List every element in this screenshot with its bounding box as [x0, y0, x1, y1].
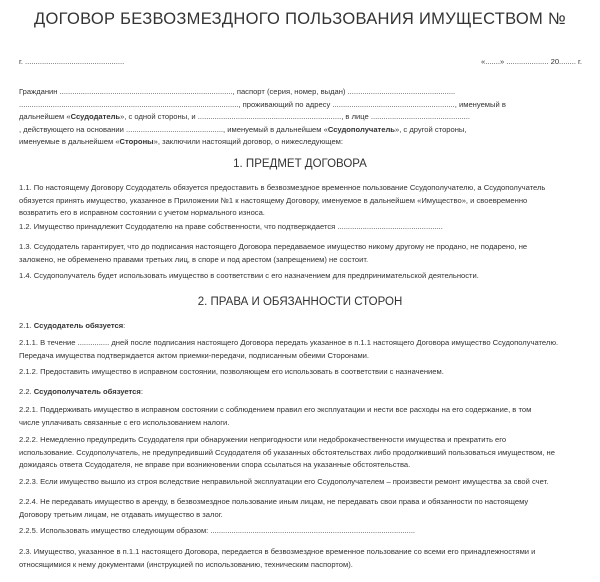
borrower-obligations-title: Ссудополучатель обязуется	[33, 387, 141, 396]
borrower-term: Ссудополучатель	[327, 124, 395, 134]
section-1-heading: 1. ПРЕДМЕТ ДОГОВОРА	[233, 158, 367, 170]
clause-1-2: 1.2. Имущество принадлежит Ссудодателю на праве собственности, что подтверждается ..................................................	[19, 222, 443, 231]
preamble-line: , действующего на основании .............................................., именуемый в дальнейшем «Ссудополучатель», с другой стороны,	[19, 124, 467, 134]
preamble	[19, 86, 582, 149]
section-2-heading: 2. ПРАВА И ОБЯЗАННОСТИ СТОРОН	[197, 296, 403, 308]
clause-2-3: 2.3. Имущество, указанное в п.1.1 настоящего Договора, передается в безвозмездное временное пользование со всеми его принадлежностями и относящимися к нему документами (инструкцией по использованию, техническим паспортом).	[19, 547, 536, 569]
preamble-line: именуемые в дальнейшем «Стороны», заключили настоящий договор, о нижеследующем:	[19, 137, 344, 147]
clause-2-1: 2.1. Ссудодатель обязуется:	[19, 321, 126, 330]
clause-1-4: 1.4. Ссудополучатель будет использовать имущество в соответствии с его назначением для предпринимательской деятельности.	[19, 271, 479, 280]
parties-term: Стороны	[119, 137, 154, 147]
city-field: г. ...............................................	[19, 57, 125, 66]
clause-2-2-2: 2.2.2. Немедленно предупредить Ссудодателя при обнаружении непригодности или недоброкачественности имущества и прекратить его использование. Ссудополучатель, не предупредивший Ссудодателя об указанных обстоятельствах либо продолживший пользоваться имуществом, не дожидаясь ответа Ссудодателя, не вправе при возникновении спора ссылаться на указанные обстоятельства.	[19, 435, 555, 470]
clause-2-1-2: 2.1.2. Предоставить имущество в исправном состоянии, позволяющем его использовать в соответствии с назначением.	[19, 367, 444, 376]
clause-2-2-3: 2.2.3. Если имущество вышло из строя вследствие неправильной эксплуатации его Ссудополучателем – произвести ремонт имущества за свой счет.	[19, 477, 549, 486]
clause-1-3: 1.3. Ссудодатель гарантирует, что до подписания настоящего Договора передаваемое имущество никому другому не продано, не подарено, не заложено, не обременено правами третьих лиц, в споре и под арестом (запрещением) не состоит.	[19, 242, 528, 264]
clause-2-2-4: 2.2.4. Не передавать имущество в аренду, в безвозмездное пользование иным лицам, не передавать свои права и обязанности по настоящему Договору третьим лицам, не отдавать имущество в залог.	[19, 497, 529, 519]
preamble-line: ........................................................................................................, проживающий по адресу .........................................................., именуемый в	[19, 99, 506, 109]
preamble-line: Гражданин .................................................................................., паспорт (серия, номер, выдан) ...................................................	[19, 87, 456, 96]
clause-2-2: 2.2. Ссудополучатель обязуется:	[19, 387, 143, 396]
lender-obligations-title: Ссудодатель обязуется	[33, 321, 124, 330]
preamble-line: дальнейшем «Ссудодатель», с одной стороны, и ...................................................................., в лице ...............................................	[19, 112, 471, 122]
document-title: ДОГОВОР БЕЗВОЗМЕЗДНОГО ПОЛЬЗОВАНИЯ ИМУЩЕСТВОМ №	[34, 10, 566, 28]
clause-2-2-1: 2.2.1. Поддерживать имущество в исправном состоянии с соблюдением правил его эксплуатации и нести все расходы на его содержание, в том числе уплачивать связанные с его использованием налоги.	[19, 405, 532, 427]
clause-1-1: 1.1. По настоящему Договору Ссудодатель обязуется предоставить в безвозмездное временное пользование Ссудополучателю, а Ссудополучатель обязуется принять имущество, указанное в Приложении №1 к настоящему Договору, именуемое в дальнейшем «Имущество», и своевременно возвратить его в исправном состоянии с учетом нормального износа.	[19, 183, 546, 218]
clause-2-1-1: 2.1.1. В течение ............... дней после подписания настоящего Договора передать указанное в п.1.1 настоящего Договора имущество Ссудополучателю. Передача имущества подтверждается актом приемки-передачи, подписанным обеими Сторонами.	[19, 338, 559, 360]
lender-term: Ссудодатель	[70, 112, 121, 122]
place-date-row	[19, 56, 582, 69]
clause-2-2-5: 2.2.5. Использовать имущество следующим образом: .................................................................................................	[19, 526, 416, 535]
date-field: «.......» .................... 20........ г.	[480, 57, 582, 66]
